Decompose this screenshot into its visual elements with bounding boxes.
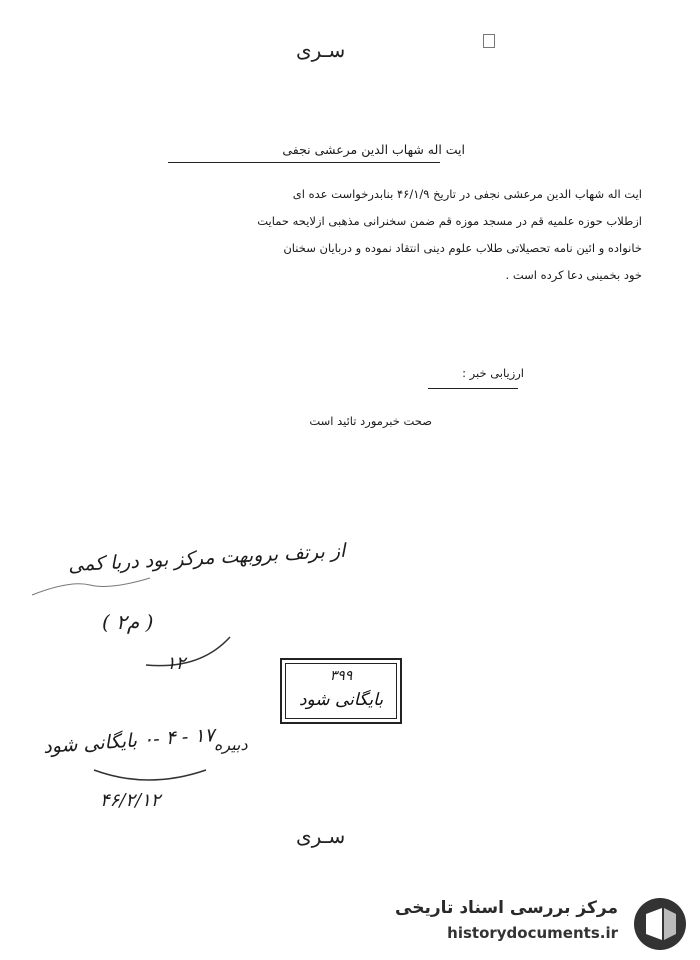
stamp-number: ۳۹۹: [329, 668, 353, 684]
handwriting-stroke: [30, 560, 290, 610]
classification-mark-bottom: سـری: [296, 824, 346, 848]
organization-website[interactable]: historydocuments.ir: [447, 924, 618, 942]
body-line: ایت اله شهاب الدین مرعشی نجفی در تاریخ ۴۶/۱/۹ بنابدرخواست عده ای: [292, 187, 642, 201]
handwritten-archive-note: ۱۷ - ۴ -۰ بایگانی شود: [42, 724, 216, 758]
assessment-value: صحت خبرمورد تائید است: [309, 414, 432, 428]
assessment-underline: [428, 388, 518, 389]
title-underline: [168, 162, 440, 163]
punch-mark: [483, 34, 495, 48]
handwritten-note: از برتف بروبهت مرکز بود دربا کمی: [67, 539, 346, 577]
document-body: [212, 186, 642, 294]
body-line: خود بخمینی دعا کرده است .: [505, 268, 642, 282]
archive-note-swash: [88, 748, 218, 788]
handwritten-reference-number: ۱۲: [166, 653, 186, 674]
body-line: خانواده و ائین نامه تحصیلاتی طلاب علوم دینی انتقاد نموده و دربایان سخنان: [283, 241, 642, 255]
document-title: ایت اله شهاب الدین مرعشی نجفی: [282, 142, 465, 157]
assessment-label: ارزیابی خبر :: [462, 366, 524, 380]
handwritten-date-bottom: ۴۶/۲/۱۲: [100, 790, 161, 811]
watermark-banner: [395, 888, 696, 954]
body-line: ازطلاب حوزه علمیه قم در مسجد موزه قم ضمن سخنرانی مذهبی ازلایحه حمایت: [257, 214, 642, 228]
stamp-label: بایگانی شود: [298, 690, 384, 710]
handwritten-date-note: دبیره: [214, 735, 248, 754]
archive-stamp: [280, 658, 402, 724]
classification-mark-top: سـری: [296, 38, 346, 62]
handwritten-initials: ( ۲م ): [102, 610, 154, 634]
organization-logo-icon: [632, 896, 688, 952]
organization-name: مرکز بررسی اسناد تاریخی: [395, 898, 618, 918]
initials-loop: [140, 625, 240, 675]
